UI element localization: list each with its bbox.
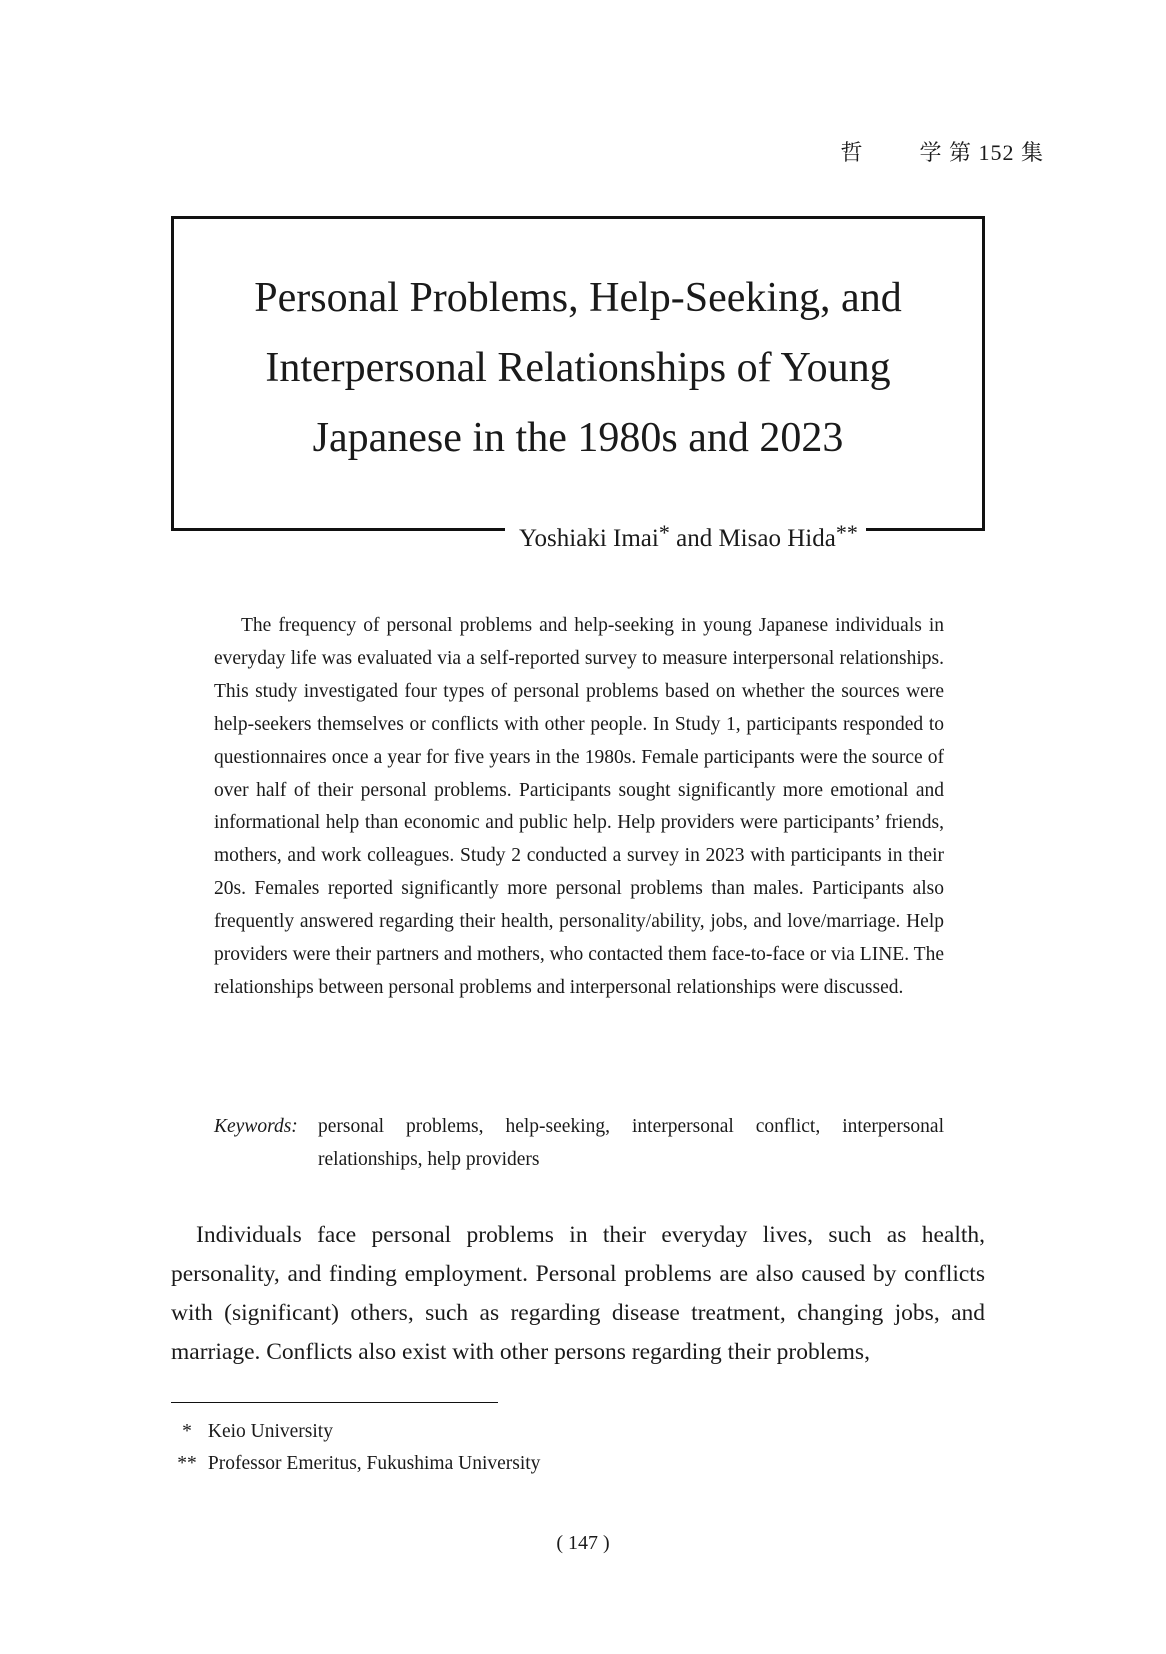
journal-name-char-2: 学 bbox=[919, 140, 943, 165]
issue-number: 第 152 集 bbox=[948, 140, 1044, 165]
journal-name-char-1: 哲 bbox=[840, 140, 864, 165]
page-number: ( 147 ) bbox=[556, 1532, 610, 1554]
keywords bbox=[214, 1110, 944, 1176]
author-1-name: Yoshiaki Imai bbox=[519, 525, 659, 552]
title-line-1: Personal Problems, Help-Seeking, and bbox=[254, 275, 902, 321]
footnote-1-mark: * bbox=[182, 1421, 192, 1442]
title-box bbox=[171, 216, 985, 531]
author-2-name: Misao Hida bbox=[718, 525, 836, 552]
footnote-1 bbox=[171, 1421, 333, 1443]
author-2-footnote-mark: ** bbox=[835, 520, 858, 545]
author-1-footnote-mark: * bbox=[658, 520, 670, 545]
footnote-2 bbox=[171, 1453, 540, 1475]
paper-title bbox=[174, 263, 982, 473]
footnote-1-text: Keio University bbox=[207, 1421, 333, 1442]
author-line bbox=[505, 520, 866, 553]
title-line-2: Interpersonal Relationships of Young bbox=[265, 345, 891, 391]
title-line-3: Japanese in the 1980s and 2023 bbox=[312, 415, 844, 461]
keywords-text: personal problems, help-seeking, interpersonal conflict, interpersonal relationships, help providers bbox=[318, 1116, 944, 1170]
abstract: The frequency of personal problems and help-seeking in young Japanese individuals in everyday life was evaluated via a self-reported survey to measure interpersonal relationships. This study investigated four types of personal problems based on whether the sources were help-seekers themselves or conflicts with other people. In Study 1, participants responded to questionnaires once a year for five years in the 1980s. Female participants were the source of over half of their personal problems. Participants sought significantly more emotional and informational help than economic and public help. Help providers were participants’ friends, mothers, and work colleagues. Study 2 conducted a survey in 2023 with participants in their 20s. Females reported significantly more personal problems than males. Participants also frequently answered regarding their health, personality/ability, jobs, and love/marriage. Help providers were their partners and mothers, who contacted them face-to-face or via LINE. The relationships between personal problems and interpersonal relationships were discussed. bbox=[214, 615, 944, 998]
body-paragraph: Individuals face personal problems in their everyday lives, such as health, personality, and finding employment. Personal problems are also caused by conflicts with (significant) others, such as regarding disease treatment, changing jobs, and marriage. Conflicts also exist with other persons regarding their problems, bbox=[171, 1222, 985, 1365]
footnote-divider bbox=[171, 1402, 498, 1403]
footnote-2-mark: ** bbox=[177, 1453, 197, 1474]
footnote-2-text: Professor Emeritus, Fukushima University bbox=[207, 1453, 541, 1474]
author-conjunction: and bbox=[676, 525, 713, 552]
keywords-label: Keywords: bbox=[214, 1116, 298, 1137]
journal-header bbox=[840, 136, 1044, 167]
